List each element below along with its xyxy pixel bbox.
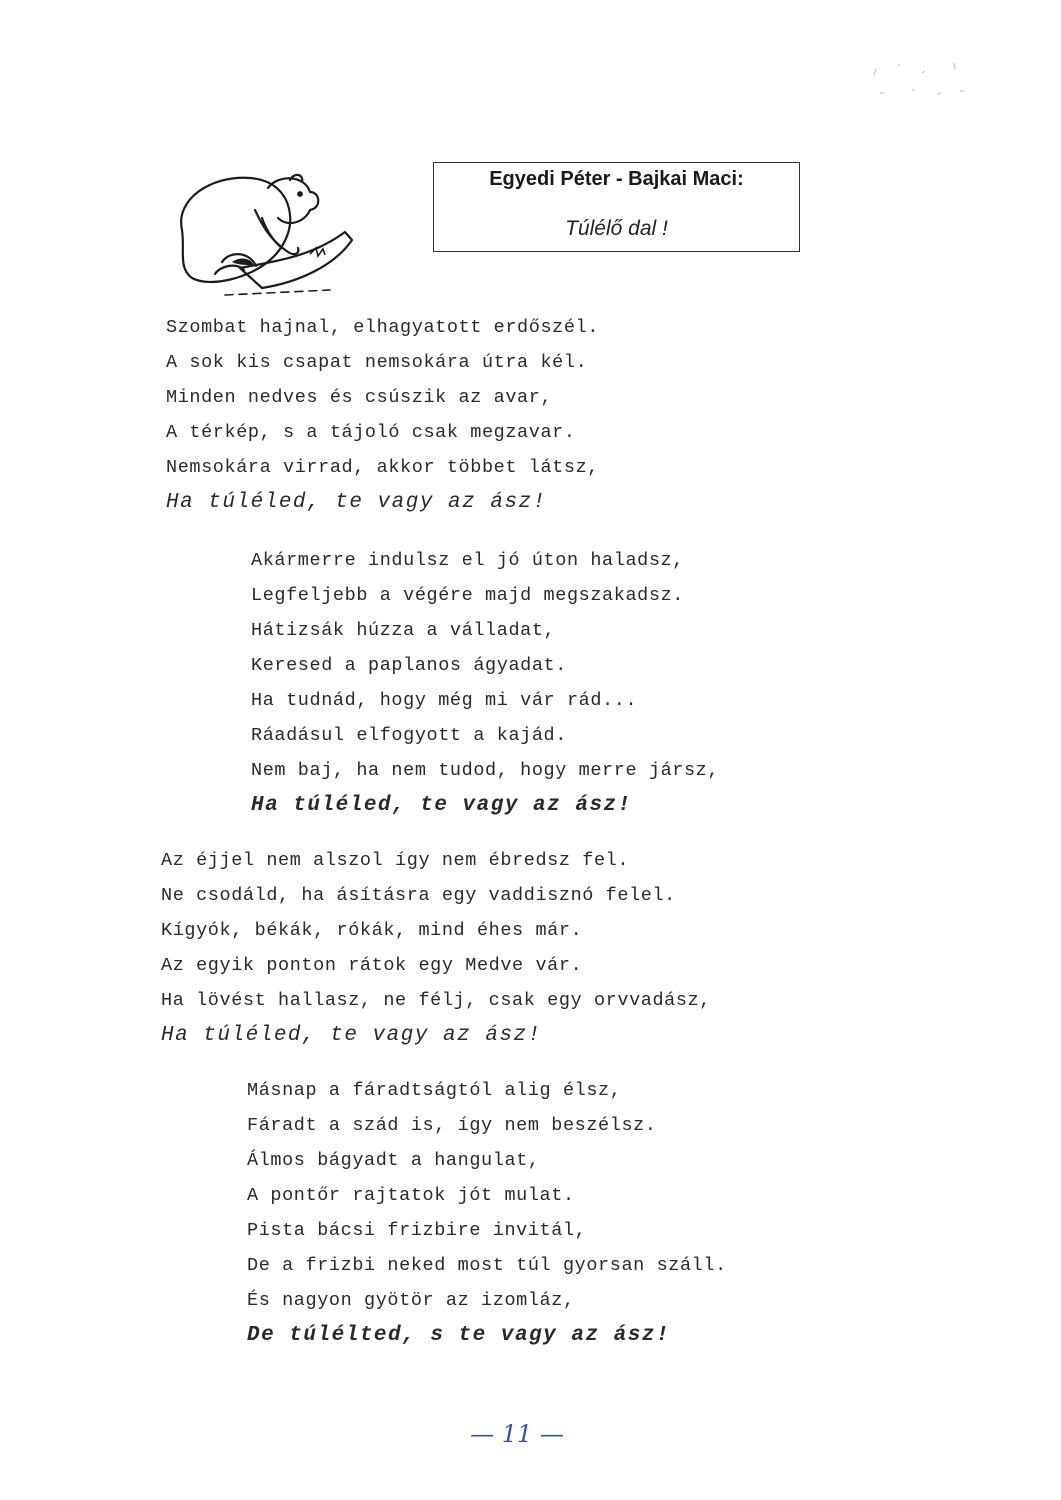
verse-line: Kígyók, békák, rókák, mind éhes már. — [161, 920, 583, 941]
verse-line: A sok kis csapat nemsokára útra kél. — [166, 352, 588, 373]
refrain-line: Ha túléled, te vagy az ász! — [251, 794, 632, 817]
verse-line: Keresed a paplanos ágyadat. — [251, 655, 567, 676]
verse-line: A térkép, s a tájoló csak megzavar. — [166, 422, 576, 443]
verse-line: Nemsokára virrad, akkor többet látsz, — [166, 457, 599, 478]
verse-line: De a frizbi neked most túl gyorsan száll. — [247, 1255, 727, 1276]
verse-line: És nagyon gyötör az izomláz, — [247, 1290, 575, 1311]
verse-line: Szombat hajnal, elhagyatott erdőszél. — [166, 317, 599, 338]
verse-line: Ne csodáld, ha ásításra egy vaddisznó felel. — [161, 885, 676, 906]
verse-line: Legfeljebb a végére majd megszakadsz. — [251, 585, 684, 606]
verse-line: Álmos bágyadt a hangulat, — [247, 1150, 540, 1171]
refrain-line: Ha túléled, te vagy az ász! — [161, 1024, 542, 1047]
verse-line: Nem baj, ha nem tudod, hogy merre jársz, — [251, 760, 720, 781]
title-box — [433, 162, 800, 252]
verse-line: Az egyik ponton rátok egy Medve vár. — [161, 955, 583, 976]
verse-line: Minden nedves és csúszik az avar, — [166, 387, 553, 408]
verse-line: Fáradt a szád is, így nem beszélsz. — [247, 1115, 657, 1136]
refrain-line: De túlélted, s te vagy az ász! — [247, 1324, 671, 1347]
stanza-3 — [161, 843, 711, 1053]
bear-writing-illustration — [170, 170, 360, 300]
stanza-2 — [251, 543, 719, 823]
verse-line: Az éjjel nem alszol így nem ébredsz fel. — [161, 850, 630, 871]
verse-line: A pontőr rajtatok jót mulat. — [247, 1185, 575, 1206]
verse-line: Másnap a fáradtságtól alig élsz, — [247, 1080, 622, 1101]
verse-line: Ha lövést hallasz, ne félj, csak egy orvvadász, — [161, 990, 711, 1011]
song-title: Túlélő dal ! — [565, 217, 668, 240]
verse-line: Ráadásul elfogyott a kajád. — [251, 725, 567, 746]
verse-line: Ha tudnád, hogy még mi vár rád... — [251, 690, 638, 711]
scan-marks — [860, 55, 980, 105]
verse-line: Akármerre indulsz el jó úton haladsz, — [251, 550, 684, 571]
stanza-1 — [166, 310, 599, 520]
verse-line: Hátizsák húzza a válladat, — [251, 620, 556, 641]
page-number: — 11 — — [470, 1420, 564, 1448]
song-author: Egyedi Péter - Bajkai Maci: — [489, 168, 744, 190]
refrain-line: Ha túléled, te vagy az ász! — [166, 491, 547, 514]
verse-line: Pista bácsi frizbire invitál, — [247, 1220, 587, 1241]
stanza-4 — [247, 1073, 727, 1353]
